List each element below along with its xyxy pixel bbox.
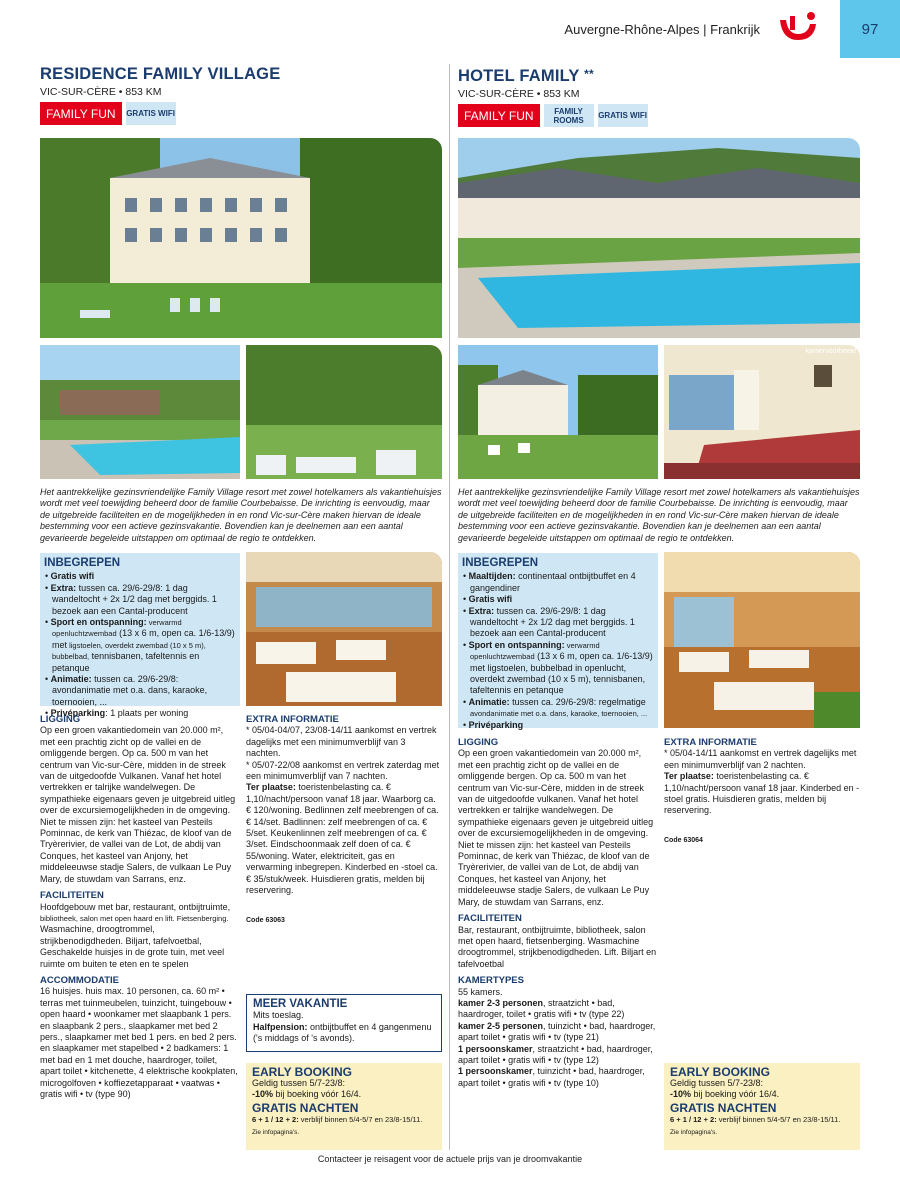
family-fun-badge: FAMILY FUN: [458, 104, 540, 127]
right-hotel-subtitle: VIC-SUR-CÈRE • 853 KM: [458, 88, 580, 100]
free-nights-line: 6 + 1 / 12 + 2: verblijf binnen 5/4-5/7 en 23/8-15/11.: [670, 1115, 841, 1124]
left-early-booking-box: [246, 1063, 442, 1150]
early-booking-line2: -10% bij boeking vóór 16/4.: [670, 1089, 780, 1099]
list-item: • Maaltijden: continentaal ontbijtbuffet en 4 gangendiner: [462, 571, 654, 594]
free-nights-title: GRATIS NACHTEN: [252, 1101, 359, 1115]
left-badges: [40, 102, 444, 125]
right-hotel-header: [458, 64, 862, 127]
list-item: • Sport en ontspanning: verwarmd openluchtzwembad (13 x 6 m, open ca. 1/6-13/9) met ligstoelen, overdekt zwembad (10 x 5 m), bubbelbad, tennisbanen, tafeltennis en petanque: [44, 617, 236, 674]
list-item: • Extra: tussen ca. 29/6-29/8: 1 dag wandeltocht + 2x 1/2 dag met berggids. 1 bezoek aan een Cantal-producent: [44, 583, 236, 617]
free-nights-title: GRATIS NACHTEN: [670, 1101, 777, 1115]
right-extra-info: [664, 737, 860, 846]
location-title: LIGGING: [40, 714, 81, 725]
footer-note: Contacteer je reisagent voor de actuele prijs van je droomvakantie: [317, 1154, 583, 1164]
left-hotel-subtitle: VIC-SUR-CÈRE • 853 KM: [40, 86, 162, 98]
info-note: Zie infopagina's.: [670, 1129, 718, 1136]
tui-smile-logo-icon: [776, 10, 820, 46]
left-included-box: [40, 553, 240, 719]
extra-info-line1: * 05/04-14/11 aankomst en vertrek dagelijks met een minimumverblijf van 2 nachten.: [664, 748, 857, 770]
room-type: 1 persoonskamer, straatzicht • bad, haardroger, apart toilet • gratis wifi • tv (type 12): [458, 1043, 653, 1065]
hotel-stars: **: [584, 67, 594, 81]
right-badges: [458, 104, 862, 127]
photo-residence-garden: [246, 345, 442, 479]
early-booking-line2: -10% bij boeking vóór 16/4.: [252, 1089, 362, 1099]
right-early-booking-box: [664, 1063, 860, 1150]
room-types-intro: 55 kamers.: [458, 986, 503, 997]
left-hotel-title: RESIDENCE FAMILY VILLAGE: [40, 65, 281, 83]
right-caption: Het aantrekkelijke gezinsvriendelijke Family Village resort met zowel hotelkamers als vakantiehuisjes wordt met veel toewijding beheerd door de familie Courbebaisse. De inrichting is eenvoudig, maar de uitgebreide faciliteiten en de mogelijkheden in en rond Vic-sur-Cère maken hiervan de ideale bestemming voor een actieve gezinsvakantie. Bovendien kan je deelnemen aan een aantal gevarieerde begeleide uitstappen om optimaal de regio te ontdekken.: [458, 487, 860, 543]
photo-residence-building: [40, 138, 442, 338]
gratis-wifi-badge: GRATIS WIFI: [598, 104, 648, 127]
included-list: [462, 571, 654, 731]
extra-info-line2: Ter plaatse: toeristenbelasting ca. € 1,10/nacht/persoon vanaf 18 jaar. Kinderbed en -stoel gratis. Huisdieren gratis, melden bij reservering.: [664, 771, 860, 816]
list-item: • Privéparking: [462, 720, 654, 731]
photo-residence-restaurant: [246, 552, 442, 706]
early-booking-title: EARLY BOOKING: [252, 1065, 353, 1079]
photo-hotel-room: [664, 345, 860, 479]
extra-info-line1: * 05/04-04/07, 23/08-14/11 aankomst en vertrek dagelijks met een minimumverblijf van 3 nachten.: [246, 725, 437, 759]
extra-info-title: EXTRA INFORMATIE: [664, 737, 757, 748]
extra-info-line2: * 05/07-22/08 aankomst en vertrek zaterdag met een minimumverblijf van 7 nachten.: [246, 759, 440, 782]
room-type: kamer 2-5 personen, tuinzicht • bad, haardroger, apart toilet • gratis wifi • tv (type 21): [458, 1020, 656, 1043]
left-caption: Het aantrekkelijke gezinsvriendelijke Family Village resort met zowel hotelkamers als vakantiehuisjes wordt met veel toewijding beheerd door de familie Courbebaisse. De inrichting is eenvoudig, maar de uitgebreide faciliteiten en de mogelijkheden in en rond Vic-sur-Cère maken hiervan de ideale bestemming voor een actieve gezinsvakantie. Bovendien kan je deelnemen aan een aantal gevarieerde begeleide uitstappen om optimaal de regio te ontdekken.: [40, 487, 442, 543]
left-extra-info: [246, 714, 442, 926]
room-type: 1 persoonskamer, tuinzicht • bad, haardroger, apart toilet • gratis wifi • tv (type 10): [458, 1066, 645, 1088]
facilities-text: Hoofdgebouw met bar, restaurant, ontbijtruimte, bibliotheek, salon met open haard en lift. Fietsenberging. Wasmachine, droogtrommel, strijkbenodigdheden. Biljart, tafelvoetbal, Geschakelde huisjes in de grote tuin, met veel ruimte om buiten te eten en te spelen: [40, 901, 231, 969]
list-item: • Extra: tussen ca. 29/6-29/8: 1 dag wandeltocht + 2x 1/2 dag met berggids. 1 bezoek aan een Cantal-producent: [462, 606, 654, 640]
left-hotel-header: [40, 64, 444, 125]
product-code: Code 63064: [664, 836, 703, 844]
gratis-wifi-badge: GRATIS WIFI: [126, 102, 176, 125]
list-item: • Gratis wifi: [44, 571, 236, 582]
more-vacation-box: [246, 994, 442, 1052]
early-booking-line1: Geldig tussen 5/7-23/8:: [670, 1078, 764, 1088]
included-title: INBEGREPEN: [44, 557, 121, 569]
location-title: LIGGING: [458, 737, 499, 748]
page-region-header: Auvergne-Rhône-Alpes | Frankrijk: [564, 22, 760, 37]
facilities-title: FACILITEITEN: [40, 890, 104, 902]
family-fun-badge: FAMILY FUN: [40, 102, 122, 125]
photo-hotel-restaurant: [664, 552, 860, 728]
right-main-text: [458, 737, 658, 1089]
room-types-title: KAMERTYPES: [458, 975, 524, 987]
list-item: • Sport en ontspanning: verwarmd openluchtzwembad (13 x 6 m, open ca. 1/6-13/9) met ligstoelen, bubbelbad in openlucht, overdekt zwembad (10 x 5 m), tennisbanen, tafeltennis en petanque: [462, 640, 654, 697]
location-text: Op een groen vakantiedomein van 20.000 m², met een prachtig zicht op de vallei en de omliggende bergen. Op ca. 500 m van het centrum van Vic-sur-Cère, midden in de streek van de uitgedoofde Vulkanen. Vanaf het hotel vertrekken er talrijke wandelwegen. De sympathieke eigenaars geven je uitgebreid uitleg over de excursiemogelijkheden in de omgeving. Niet te missen zijn: het kasteel van Pesteils Pominnac, de kerk van Thiézac, de kloof van de Tryèrerivier, de vallei van de Lot, de abdij van Conques, het kasteel van Anjony, het middeleeuwse stadje Salers, de vulkaan Le Puy Mary, de stuwdam van Sarrans, enz.: [40, 725, 236, 884]
included-title: INBEGREPEN: [462, 557, 539, 569]
list-item: • Gratis wifi: [462, 594, 654, 605]
extra-info-line3: Ter plaatse: toeristenbelasting ca. € 1,10/nacht/persoon vanaf 18 jaar. Waarborg ca. € 120/woning. Bedlinnen zelf meebrengen of ca. € 14/set. Badlinnen: zelf meebrengen of ca. € 5/set. Keukenlinnen zelf meebrengen of ca. € 3/set. Eindschoonmaak zelf doen of ca. € 55/woning. Water, elektriciteit, gas en verwarming inbegrepen. Kinderbed en -stoel ca. € 35/stuk/week. Huisdieren gratis, melden bij reservering.: [246, 782, 439, 896]
list-item: • Animatie: tussen ca. 29/6-29/8: avondanimatie met o.a. dans, karaoke, toernooien, ...: [44, 674, 236, 708]
photo-hotel-building: [458, 345, 658, 479]
early-booking-line1: Geldig tussen 5/7-23/8:: [252, 1078, 346, 1088]
right-hotel-title: [458, 64, 862, 86]
early-booking-title: EARLY BOOKING: [670, 1065, 771, 1079]
extra-info-title: EXTRA INFORMATIE: [246, 714, 339, 725]
photo-residence-pool: [40, 345, 240, 479]
photo-hotel-pool: [458, 138, 860, 338]
right-included-box: [458, 553, 658, 728]
more-vacation-line2: Halfpension: ontbijtbuffet en 4 gangenmenu ('s middags of 's avonds).: [253, 1021, 432, 1044]
left-main-text: [40, 714, 240, 1100]
free-nights-line: 6 + 1 / 12 + 2: verblijf binnen 5/4-5/7 en 23/8-15/11.: [252, 1115, 423, 1124]
right-hotel-title-text: HOTEL FAMILY: [458, 67, 580, 85]
room-type: kamer 2-3 personen, straatzicht • bad, haardroger, toilet • gratis wifi • tv (type 22): [458, 997, 625, 1020]
list-item: • Privéparking: 1 plaats per woning: [44, 708, 236, 719]
location-text: Op een groen vakantiedomein van 20.000 m², met een prachtig zicht op de vallei en de omliggende bergen. Op ca. 500 m van het centrum van Vic-sur-Cère, midden in de streek van de uitgedoofde vulkanen. Vanaf het hotel vertrekken er talrijke wandelwegen. De sympathieke eigenaars geven je uitgebreid uitleg over de excursiemogelijkheden in de omgeving. Niet te missen zijn: het kasteel van Pesteils Pominnac, de kerk van Thiézac, de kloof van de Tryèrerivier, de vallei van de Lot, de abdij van Conques, het kasteel van Anjony, het middeleeuwse stadje Salers, de vulkaan Le Puy Mary, de stuwdam van Sarrans, enz.: [458, 748, 654, 907]
product-code: Code 63063: [246, 916, 285, 924]
column-divider: [449, 64, 450, 1150]
page-number: 97: [840, 0, 900, 58]
family-rooms-badge: FAMILY ROOMS: [544, 104, 594, 127]
more-vacation-line1: Mits toeslag.: [253, 1010, 304, 1021]
list-item: • Animatie: tussen ca. 29/6-29/8: regelmatige avondanimatie met o.a. dans, karaoke, toernooien, ...: [462, 697, 654, 720]
facilities-title: FACILITEITEN: [458, 913, 522, 925]
more-vacation-title: MEER VAKANTIE: [253, 998, 348, 1010]
facilities-text: Bar, restaurant, ontbijtruimte, bibliotheek, salon met open haard, fietsenberging. Wasmachine droogtrommel, strijkbenodigdheden. Lift. Biljart en tafelvoetbal: [458, 924, 657, 969]
accommodation-text: 16 huisjes. huis max. 10 personen, ca. 60 m² • terras met tuinmeubelen, tuinzicht, tuingebouw • open haard • woonkamer met slaapbank 1 pers. en slaapbank 2 pers., slaapkamer met bed 2 pers., slaapkamer met bed 1 pers. en bed 2 pers. en slaapkamer met stapelbed • 2 badkamers: 1 met bad en 1 met douche, haardroger, toilet, apart toilet • kitchenette, 4 elektrische kookplaten, microgolfoven • koffiezetapparaat • vaatwas • gratis wifi • tv (type 90): [40, 986, 238, 1099]
included-list: [44, 571, 236, 719]
info-note: Zie infopagina's.: [252, 1129, 300, 1136]
accommodation-title: ACCOMMODATIE: [40, 974, 119, 986]
room-example-tag: kamervoorbeeld: [805, 348, 856, 355]
